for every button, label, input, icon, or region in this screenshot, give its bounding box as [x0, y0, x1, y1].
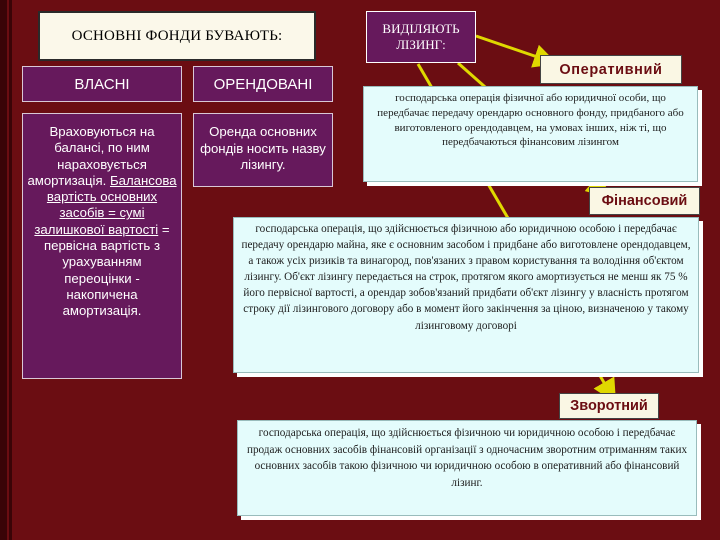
- reverse-leasing-label: Зворотний: [559, 393, 659, 419]
- financial-leasing-label: Фінансовий: [589, 187, 700, 215]
- rented-funds-heading: ОРЕНДОВАНІ: [193, 66, 333, 102]
- leasing-heading: ВИДІЛЯЮТЬ ЛІЗИНГ:: [366, 11, 476, 63]
- page-title: [38, 11, 316, 61]
- financial-leasing-description: господарська операція, що здійснюється фізичною або юридичною особою і передбачає передачу орендарю майна, яке є основним засобом і придбане або виготовлене орендодавцем, а також усіх ризиків та винагород, пов'язаних з правом користування та володіння об'єктом лізингу. Об'єкт лізингу передається на строк, протягом якого амортизується не менш як 75 % його первісної вартості, а орендар зобов'язаний придбати об'єкт лізингу у власність протягом строку дії лізингового договору або в момент його закінчення за ціною, визначеною у такому лізинговому договорі: [233, 217, 699, 373]
- own-funds-text-2: Балансова вартість основних засобів = сумі залишкової вартості: [34, 172, 177, 237]
- own-funds-description: [22, 113, 182, 379]
- own-funds-heading: ВЛАСНІ: [22, 66, 182, 102]
- rented-funds-description: Оренда основних фондів носить назву лізингу.: [193, 113, 333, 187]
- page-title-text: ОСНОВНІ ФОНДИ БУВАЮТЬ:: [71, 27, 283, 44]
- operative-leasing-label: Оперативний: [540, 55, 682, 84]
- reverse-leasing-description: господарська операція, що здійснюється фізичною чи юридичною особою і передбачає продаж основних засобів фінансовій організації з одночасним зворотним отриманням таких основних засобів такою фізичною чи юридичною особою в оперативний або фінансовий лізинг.: [237, 420, 697, 516]
- own-funds-text-3: = первісна вартість з урахуванням переоцінки - накопичена амортизація.: [43, 221, 170, 319]
- operative-leasing-description: господарська операція фізичної або юридичної особи, що передбачає передачу орендарю основного фонду, придбаного або виготовленого орендодавцем, на умовах інших, ніж ті, що передбачаються фінансовим лізингом: [363, 86, 698, 182]
- own-funds-text-1: Враховуються на балансі, по ним нараховується амортизація.: [27, 124, 155, 188]
